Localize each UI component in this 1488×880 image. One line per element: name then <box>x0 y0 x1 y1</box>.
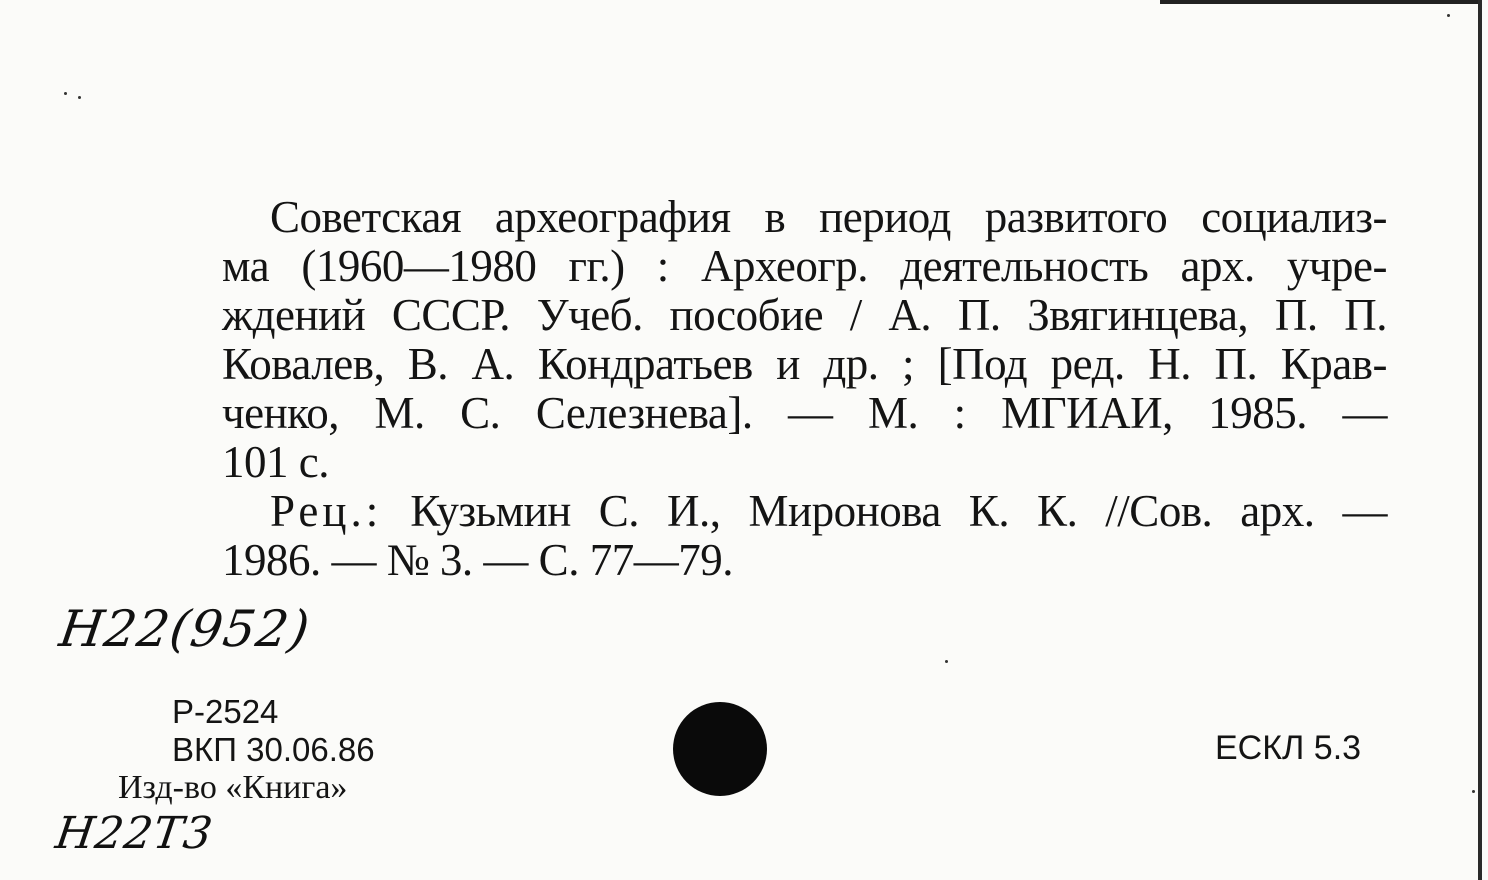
review-line: 1986. — № 3. — С. 77—79. <box>222 535 733 585</box>
bibliographic-description <box>222 193 1387 585</box>
description-line: ма (1960—1980 гг.) : Археогр. деятельность арх. учре- <box>222 241 1387 291</box>
handwritten-code: Н22Т3 <box>52 808 217 859</box>
scan-speck <box>78 96 81 99</box>
scan-speck <box>64 92 67 95</box>
description-line: Ковалев, В. А. Кондратьев и др. ; [Под ред. Н. П. Крав- <box>222 339 1387 389</box>
vkp-date: ВКП 30.06.86 <box>172 731 375 768</box>
scan-speck <box>1472 790 1475 793</box>
review-label: Рец.: <box>270 486 383 536</box>
scan-speck <box>945 660 948 663</box>
handwritten-shelfmark: Н22(952) <box>55 600 314 658</box>
description-line: ждений СССР. Учеб. пособие / А. П. Звягинцева, П. П. <box>222 290 1387 340</box>
card-code: Р-2524 <box>172 693 279 730</box>
card-right-edge <box>1478 0 1482 880</box>
review-text: Кузьмин С. И., Миронова К. К. //Сов. арх. — <box>410 486 1388 536</box>
punch-hole <box>673 702 767 796</box>
description-line: 101 с. <box>222 437 329 487</box>
scan-speck <box>1447 14 1450 17</box>
publisher: Изд-во «Книга» <box>118 769 348 806</box>
description-line: ченко, М. С. Селезнева]. — М. : МГИАИ, 1985. — <box>222 388 1387 438</box>
description-line: Советская археография в период развитого социализ- <box>270 192 1387 242</box>
review-line <box>222 487 1387 536</box>
eskl-code: ЕСКЛ 5.3 <box>1215 729 1362 767</box>
card-top-edge <box>1160 0 1480 4</box>
